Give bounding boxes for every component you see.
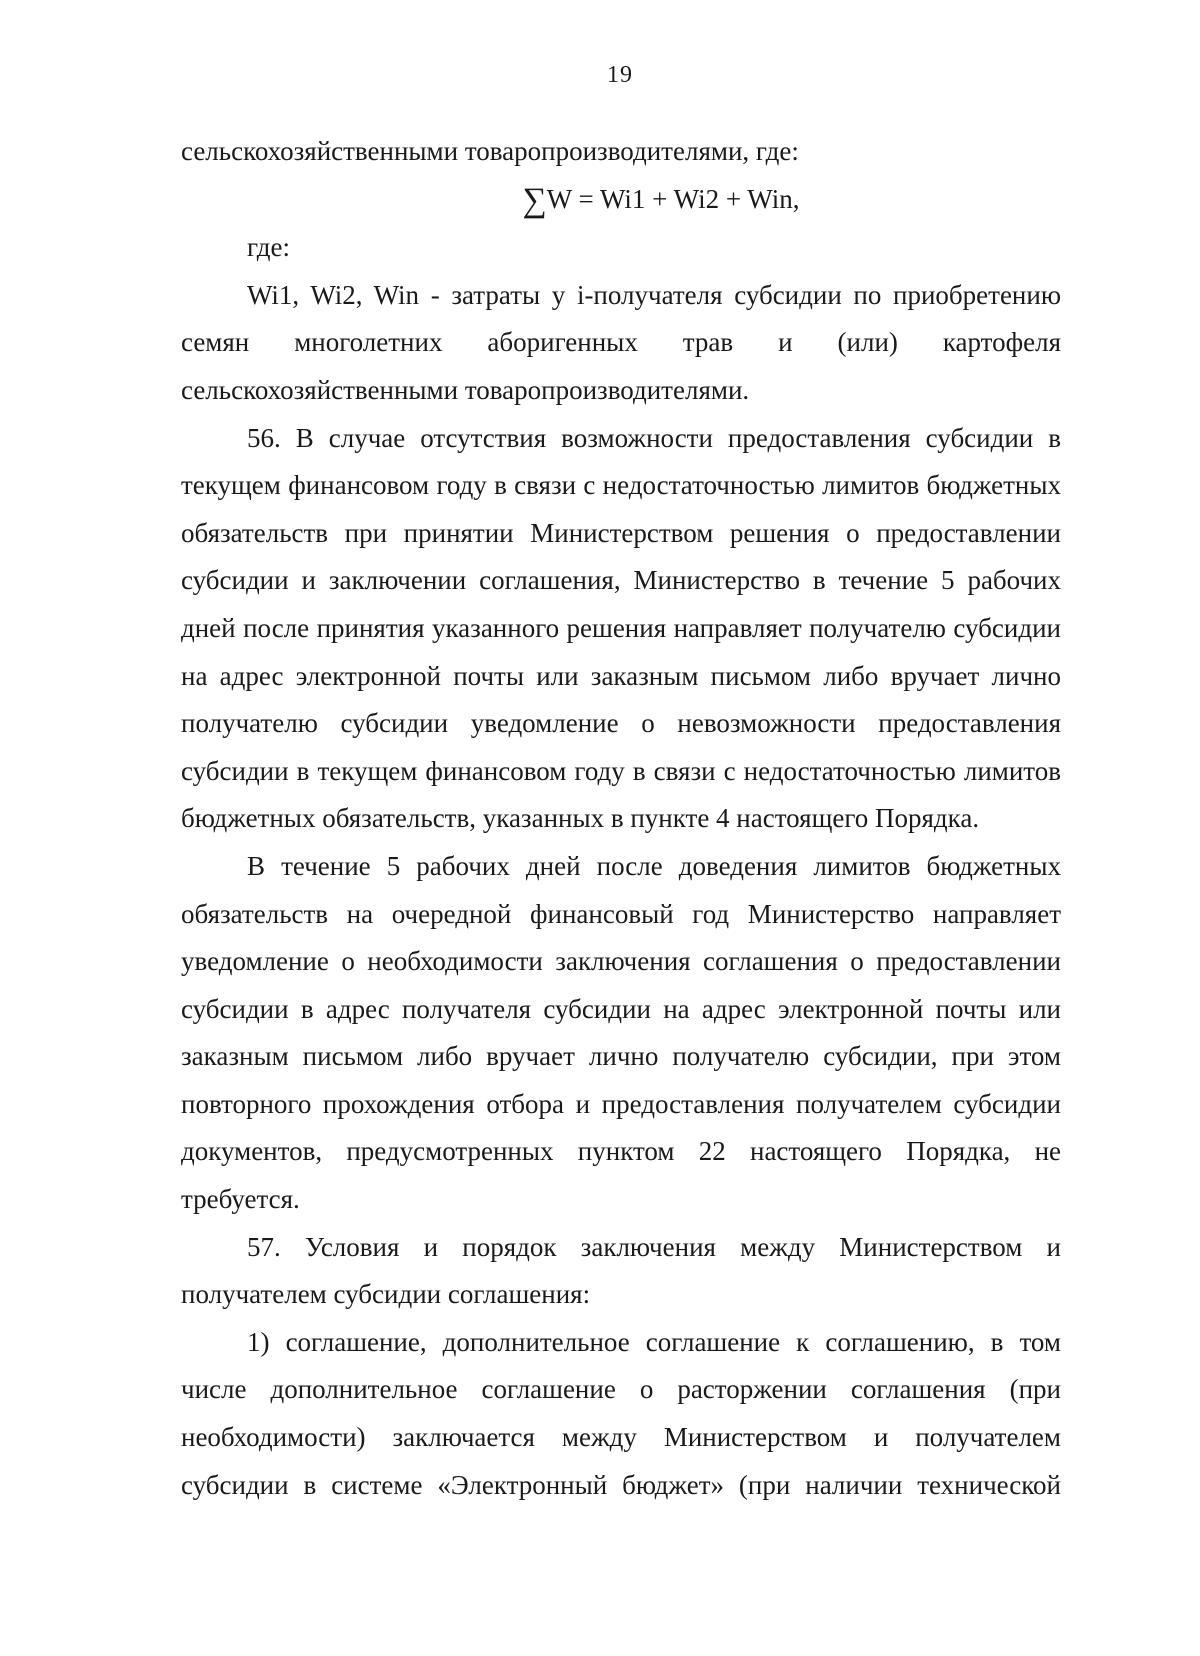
paragraph-56: 56. В случае отсутствия возможности предоставления субсидии в текущем финансовом году в связи с недостаточностью лимитов бюджетных обязательств при принятии Министерством решения о предоставлении субсидии и заключении соглашения, Министерство в течение 5 рабочих дней после принятия указанного решения направляет получателю субсидии на адрес электронной почты или заказным письмом либо вручает лично получателю субсидии уведомление о невозможности предоставления субсидии в текущем финансовом году в связи с недостаточностью лимитов бюджетных обязательств, указанных в пункте 4 настоящего Порядка. (181, 422, 1061, 834)
definition-line-2: семян многолетних аборигенных трав и (или) картофеля (181, 327, 1061, 358)
definition-line-1: Wi1, Wi2, Win - затраты у i-получателя субсидии по приобретению (247, 279, 1061, 310)
continuation-line: сельскохозяйственными товаропроизводителями, где: (181, 136, 799, 166)
definition-line-3: сельскохозяйственными товаропроизводителями. (181, 374, 750, 405)
sigma-symbol: ∑ (522, 181, 547, 219)
formula-text: W = Wi1 + Wi2 + Win, (546, 183, 800, 214)
paragraph-56-continued: В течение 5 рабочих дней после доведения лимитов бюджетных обязательств на очередной финансовый год Министерство направляет уведомление о необходимости заключения соглашения о предоставлении субсидии в адрес получателя субсидии на адрес электронной почты или заказным письмом либо вручает лично получателю субсидии, при этом повторного прохождения отбора и предоставления получателем субсидии документов, предусмотренных пунктом 22 настоящего Порядка, не требуется. (181, 850, 1061, 1215)
paragraph-57-item-1: 1) соглашение, дополнительное соглашение к соглашению, в том числе дополнительное соглашение о расторжении соглашения (при необходимости) заключается между Министерством и получателем субсидии в системе «Электронный бюджет» (при наличии технической (181, 1326, 1061, 1500)
document-body (181, 128, 1061, 1509)
page-number: 19 (607, 62, 633, 88)
paragraph-57: 57. Условия и порядок заключения между Министерством и получателем субсидии соглашения: (181, 1231, 1061, 1310)
sum-formula (181, 176, 1061, 225)
where-label: где: (247, 232, 290, 263)
definition-paragraph (181, 272, 1061, 415)
